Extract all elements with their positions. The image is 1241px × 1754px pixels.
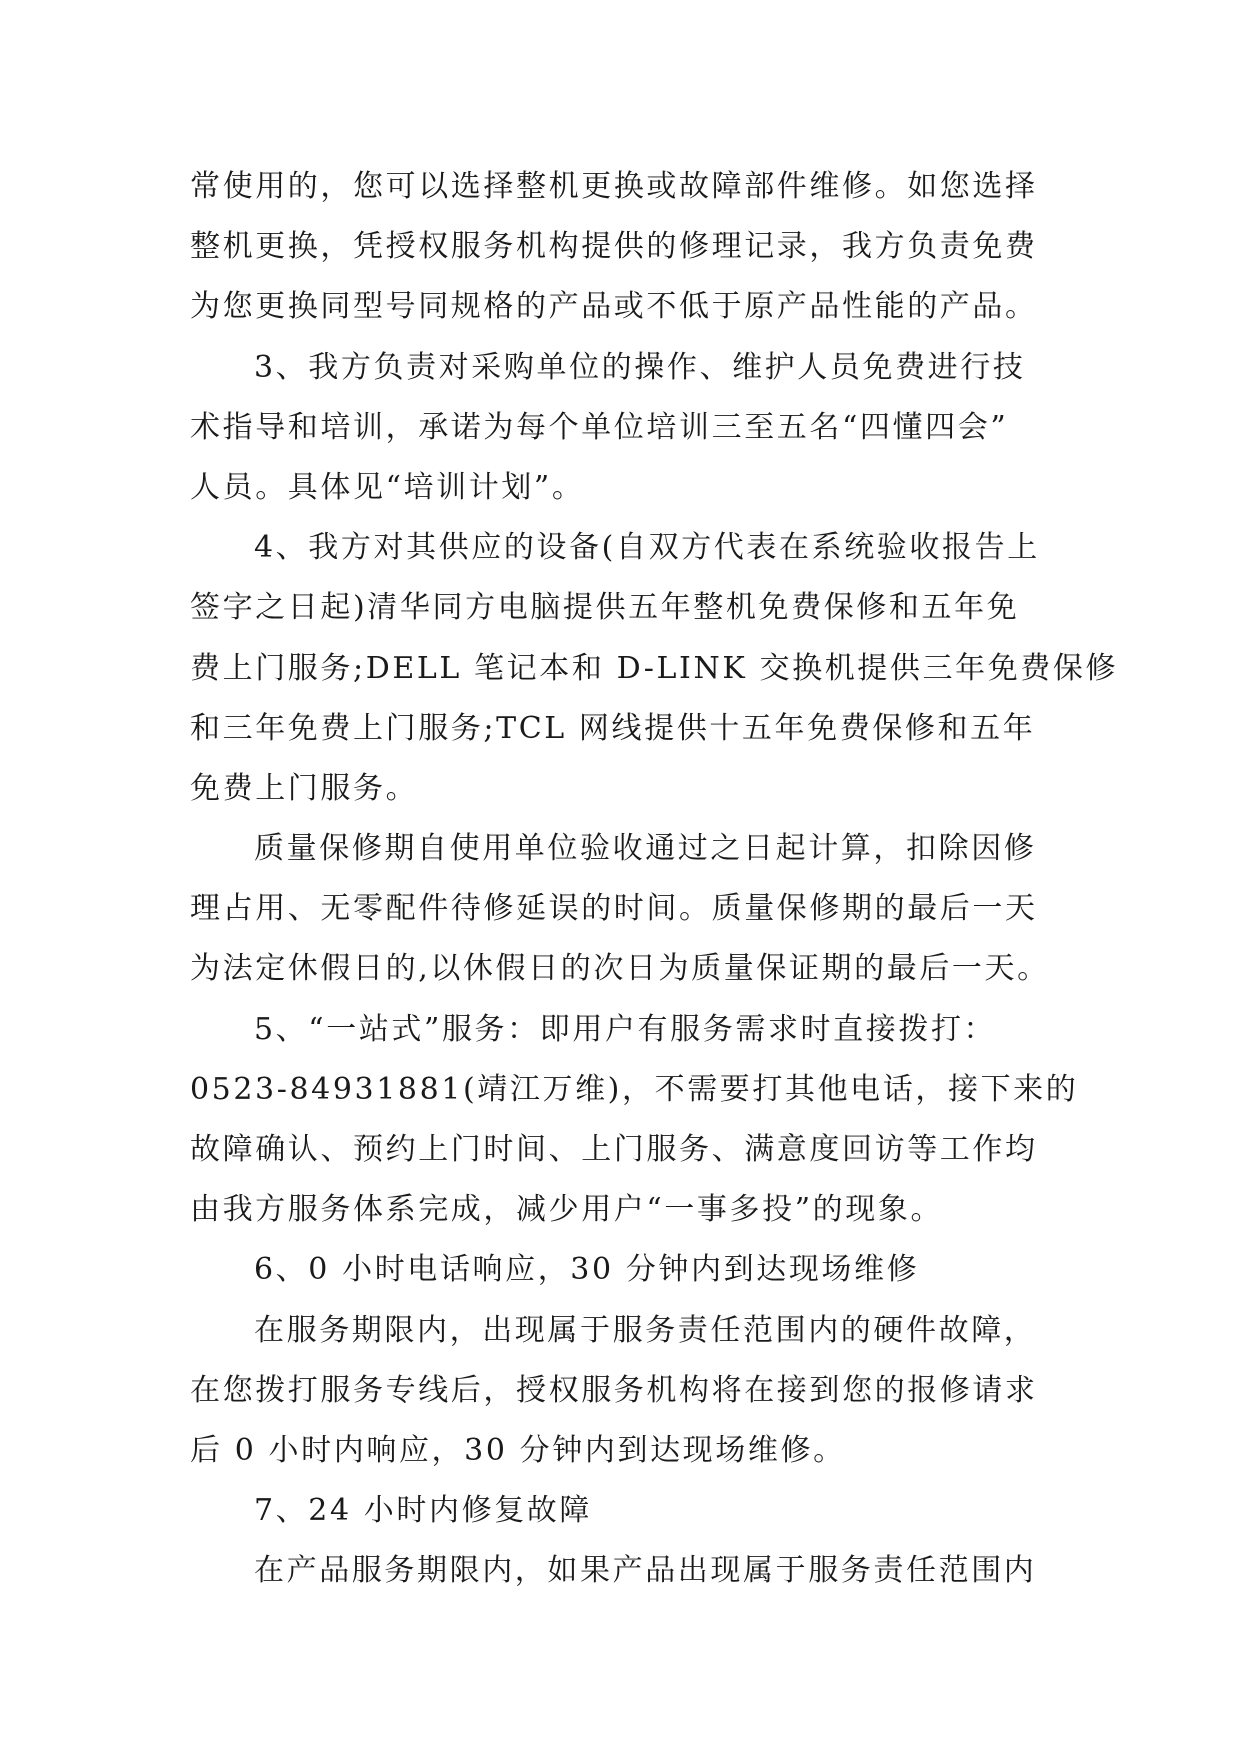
text-line: 常使用的，您可以选择整机更换或故障部件维修。如您选择 xyxy=(190,169,1038,204)
text-line: 和三年免费上门服务;TCL 网线提供十五年免费保修和五年 xyxy=(190,710,1036,746)
text-line: 质量保修期自使用单位验收通过之日起计算，扣除因修 xyxy=(254,831,1037,867)
document-body xyxy=(190,157,1119,1602)
text-line: 整机更换，凭授权服务机构提供的修理记录，我方负责免费 xyxy=(190,229,1038,265)
text-line: 术指导和培训，承诺为每个单位培训三至五名“四懂四会” xyxy=(190,409,1009,445)
text-line: 故障确认、预约上门时间、上门服务、满意度回访等工作均 xyxy=(190,1132,1038,1167)
text-line: 6、0 小时电话响应，30 分钟内到达现场维修 xyxy=(254,1252,920,1288)
text-line: 在服务期限内，出现属于服务责任范围内的硬件故障， xyxy=(254,1312,1037,1348)
text-line: 费上门服务;DELL 笔记本和 D-LINK 交换机提供三年免费保修 xyxy=(190,650,1119,686)
text-line: 为法定休假日的,以休假日的次日为质量保证期的最后一天。 xyxy=(190,951,1050,987)
text-line: 签字之日起)清华同方电脑提供五年整机免费保修和五年免 xyxy=(190,590,1020,626)
text-line: 理占用、无零配件待修延误的时间。质量保修期的最后一天 xyxy=(190,891,1038,927)
text-line: 免费上门服务。 xyxy=(190,770,419,806)
text-line: 7、24 小时内修复故障 xyxy=(254,1493,592,1529)
text-line: 在产品服务期限内，如果产品出现属于服务责任范围内 xyxy=(254,1553,1037,1589)
text-line: 为您更换同型号同规格的产品或不低于原产品性能的产品。 xyxy=(190,289,1038,325)
text-line: 5、“一站式”服务：即用户有服务需求时直接拨打： xyxy=(254,1011,997,1047)
text-line: 在您拨打服务专线后，授权服务机构将在接到您的报修请求 xyxy=(190,1372,1038,1408)
text-line: 0523-84931881(靖江万维)，不需要打其他电话，接下来的 xyxy=(190,1071,1079,1107)
text-line: 后 0 小时内响应，30 分钟内到达现场维修。 xyxy=(190,1432,846,1468)
text-line: 4、我方对其供应的设备(自双方代表在系统验收报告上 xyxy=(254,530,1040,566)
text-line: 人员。具体见“培训计划”。 xyxy=(190,469,585,505)
text-line: 由我方服务体系完成，减少用户“一事多投”的现象。 xyxy=(190,1192,944,1228)
text-line: 3、我方负责对采购单位的操作、维护人员免费进行技 xyxy=(254,349,1026,385)
